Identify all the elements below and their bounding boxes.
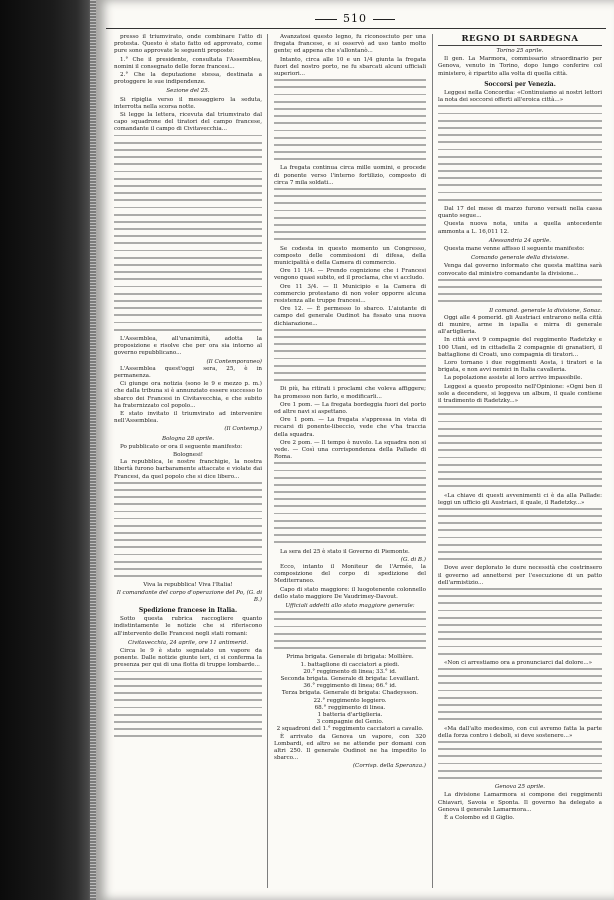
paragraph: Loro tornano i due reggimenti Aosta, i tiratori e la brigata, e non avvi nemici in Italia cavalleria. [438,360,602,374]
section-heading: Spedizione francese in Italia. [138,606,238,614]
paragraph: Sotto questa rubrica raccogliere quanto indistintamente le notizie che si riferiscono all'intervento delle Francesi negli stati romani: [114,616,262,637]
source-attribution: (Il Contemp.) [224,426,262,433]
paragraph: La sera del 25 è stato il Governo di Piemonte. [280,548,410,555]
text-lines [438,668,602,720]
paragraph: Ecco, intanto il Moniteur de l'Armée, la composizione del corpo di spedizione del Mediterraneo. [274,564,426,585]
paragraph: Questa mane venne affisso il seguente manifesto: [444,246,585,253]
unit-line: 68.° reggimento di linea. [314,704,386,711]
paragraph: Ci giunge ora notizia (sono le 9 e mezzo p. m.) che dalla tribuna si è annunziato essere successo lo sbarco dei Francesi in Civitavecchia, e che subito ha fraternizzato col popolo... [114,381,262,409]
section-subheading: Sezione del 25. [166,88,210,95]
paragraph: Di più, ha ritirati i proclami che voleva affiggere; ha promesso non farlo, e modificarli... [274,386,426,400]
source-attribution: (Il Contemporaneo) [206,358,262,365]
brigade-line: Prima brigata. Generale di brigata: Mollière. [286,654,414,661]
brigade-line: Seconda brigata. Generale di brigata: Levaillant. [280,675,420,682]
column-left [114,34,262,888]
paragraph: presso il triumvirato, onde combinare l'atto di protesta. Questo è stato fatto ed approvato, come pure sono approvate le seguenti proposte: [114,34,262,55]
paragraph: L'Assemblea quest'oggi sera, 25, è in permanenza. [114,365,262,379]
paragraph: La divisione Lamarmora si compone dei reggimenti Chiavari, Savoia e Sponta. Il governo ha delegato a Genova il generale Lamarmora... [438,792,602,813]
paragraph: Dove aver deplorato le dure necessità che costrinsero il governo ad annettersi per l'esecuzione di un patto dell'armistizio... [438,565,602,586]
unit-line: 3 compagnie del Genio. [316,719,384,726]
column-right [438,34,602,888]
paragraph: Si ripiglia verso il messaggiero la seduta, interrotta nella scorsa notte. [114,96,262,110]
paragraph: Ore 2 pom. — Il tempo è nuvolo. La squadra non si vede. — Così una corrispondenza della Pallade di Roma. [274,439,426,461]
book-binding [0,0,96,900]
source-attribution: (G. di B.) [400,556,426,563]
text-lines [438,105,602,200]
paragraph: Capo di stato maggiore: il luogotenente colonnello dello stato maggiore De Vaudrimey-Davout. [274,586,426,600]
paragraph: Ore 1 pom. — La fregata s'appressa in vista di recarsi di ponente-libeccio, vede che v'ha traccia della squadra. [274,417,426,438]
column-middle [274,34,426,888]
paragraph: Il gen. La Marmora, commissario straordinario per Genova, venuto in Torino, dopo lungo conferire col ministero, è ripartito alla volta di quella città. [438,56,602,77]
paragraph: Intanto, circa alle 10 e un 1/4 giunta la fregata fuori del nostro porto, ne fu sbarcati alcuni ufficiali superiori... [274,56,426,78]
paragraph: Oggi alle 4 pomerid. gli Austriaci entrarono nella città di munire, arme in ispalla e mirra di generale all'artiglieria. [438,314,602,336]
paragraph: È arrivato da Genova un vapore, con 320 Lombardi, ed altro se ne attende per domani con altri 250. Il generale Oudinot ne ha impedito lo sbarco... [274,733,426,762]
text-lines [274,462,426,543]
dateline: Civitavecchia, 24 aprile, ore 11 antimerid. [128,639,248,646]
dateline: Genova 25 aprile. [494,784,546,791]
paragraph: Questa nuova nota, unita a quella antecedente ammonta a L. 16,011 12. [438,221,602,235]
text-lines [274,611,426,649]
unit-line: 20.° reggimento di linea; 33.° id. [303,668,397,675]
text-lines [114,671,262,737]
text-lines [438,406,602,487]
header-rule [106,28,606,29]
paragraph: Ore 1 pom. — La fregata bordeggia fuori del porto ed altre navi si aspettano. [274,401,426,415]
paragraph: Ore 12. — È permesso lo sbarco. L'aiutante di campo del generale Oudinot ha fissato una nuova dichiarazione... [274,306,426,327]
page-header [96,12,614,25]
paragraph: «Ma dall'alto medesimo, con cui avremo fatta la parte della forza contro i deboli, si deve sostenere...» [438,725,602,739]
paragraph: E stato invitato il triumvirato ad intervenire nell'Assemblea. [114,410,262,425]
paragraph: Ore 11 3/4. — Il Municipio e la Camera di commercio protestano di non voler opporre alcuna resistenza alle truppe francesi... [274,283,426,304]
unit-line: 36.° reggimento di linea; 66.° id. [303,683,397,690]
signature: Il comand. generale la divisione, Sonaz. [489,307,602,314]
unit-line: 22.° reggimento leggiero. [313,697,387,704]
paragraph: Leggesi a questo proposito nell'Opinione: «Ogni ben il sole a decendere, si leggeva un album, il quale contiene il tradimento di Radetzky...» [438,383,602,405]
paragraph: Po pubblicato or ora il seguente manifesto: [120,443,243,450]
column-rule [432,34,433,888]
source-attribution: (Corrisp. della Speranza.) [352,763,426,770]
paragraph: La repubblica, le nostre franchigie, la nostra libertà furono barbaramente attaccate e violate dai Francesi, da quel popolo che si dice libero... [114,459,262,480]
section-subheading: Comando generale della divisione. [471,255,569,262]
paragraph: Ore 11 1/4. — Prendo cognizione che i Francesi vengono quasi subito, ed il proclama, che vi accludo. [274,268,426,282]
paragraph: La fregata continua circa mille uomini, e procede di ponente verso l'interno fortilizio, composto di circa 7 mila soldati... [274,165,426,186]
list-heading: Ufficiali addetti allo stato maggiore generale: [285,603,415,610]
paragraph: 1.° Che il presidente, consultata l'Assemblea, nomini il consegnato delle forze francesi... [114,56,262,70]
column-rule [267,34,268,888]
dateline: Alessandria 24 aprile. [488,237,552,244]
unit-line: 1 batteria d'artiglieria. [317,711,383,718]
paragraph: «La chiave di questi avvenimenti ci è da alla Pallade: leggi un ufficio gli Austriaci, il quale, il Radetzky...» [438,492,602,506]
dateline: Bologna 28 aprile. [161,435,215,442]
newspaper-page [96,0,614,900]
text-lines [438,741,602,779]
salutation: Bolognesi! [172,451,204,458]
text-lines [274,188,426,240]
text-lines [438,588,602,654]
text-lines [438,508,602,560]
paragraph: Venga dal governo informato che questa mattina sarà convocato dal ministro comandante la divisione... [438,263,602,277]
section-masthead: REGNO DI SARDEGNA [438,34,602,46]
proclamation-cry: Viva la repubblica! Viva l'Italia! [143,582,233,589]
paragraph: È a Colombo ed il Giglio. [444,814,515,821]
paragraph: Avanzatosi questo legno, fu riconosciuto per una fregata francese, e si osservò ad uso tanto molto gente; ed appena che s'allontanò... [274,34,426,55]
paragraph: Circa le 9 è stato segnalato un vapore da ponente. Dalle notizie giunte ieri, ci si conferma la presenza per qui di una flotta di truppe lombarde... [114,648,262,669]
section-heading: Soccorsi per Venezia. [484,80,556,88]
signature: Il comandante del corpo d'operazione del Po, (G. di B.) [116,589,262,603]
paragraph: Si legge la lettera, ricevuta dal triumvirato dal capo squadrone del tiratori del campo francese, comandante il campo di Civitavecchia... [114,112,262,133]
paragraph: Leggesi nella Concordia: «Continuiamo ai nostri lettori la nota dei soccorsi offerti all'eroica città...» [438,90,602,104]
paragraph: In città avvi 9 compagnie del reggimento Radetzky e 100 Ulani, ed in cittadella 2 compagnie di granatieri, il battaglione di Croati, uno compagnia di tiratori... [438,337,602,358]
text-lines [274,79,426,160]
text-lines [438,279,602,302]
unit-line: 1. battaglione di cacciatori a piedi. [300,661,400,668]
paragraph: Se codesta in questo momento un Congresso, composto delle commissioni di difesa, della municipalità e della Camera di commercio. [274,245,426,266]
paragraph: L'Assemblea, all'unanimità, adotta la proposizione e risolve che per ora sia intorno al governo repubblicano... [114,335,262,357]
dateline: Torino 25 aprile. [496,48,544,54]
unit-line: 2 squadroni del 1.° reggimento cacciatori a cavallo. [276,726,424,733]
text-lines [114,135,262,331]
paragraph: Dal 17 del mese di marzo furono versati nella cassa quanto segue... [438,206,602,220]
paragraph: «Non ci arrestiamo ora a pronunciarci dal dolore...» [444,659,593,666]
brigade-line: Terza brigata. Generale di brigata: Chadeysson. [281,690,419,697]
text-lines [114,482,262,577]
paragraph: La popolazione assiste al loro arrivo impassibile. [444,375,583,382]
text-lines [274,329,426,381]
paragraph: 2.° Che la deputazione stessa, destinata a protoggere le sue indipendenze. [114,72,262,86]
page-number: 510 [343,12,367,25]
